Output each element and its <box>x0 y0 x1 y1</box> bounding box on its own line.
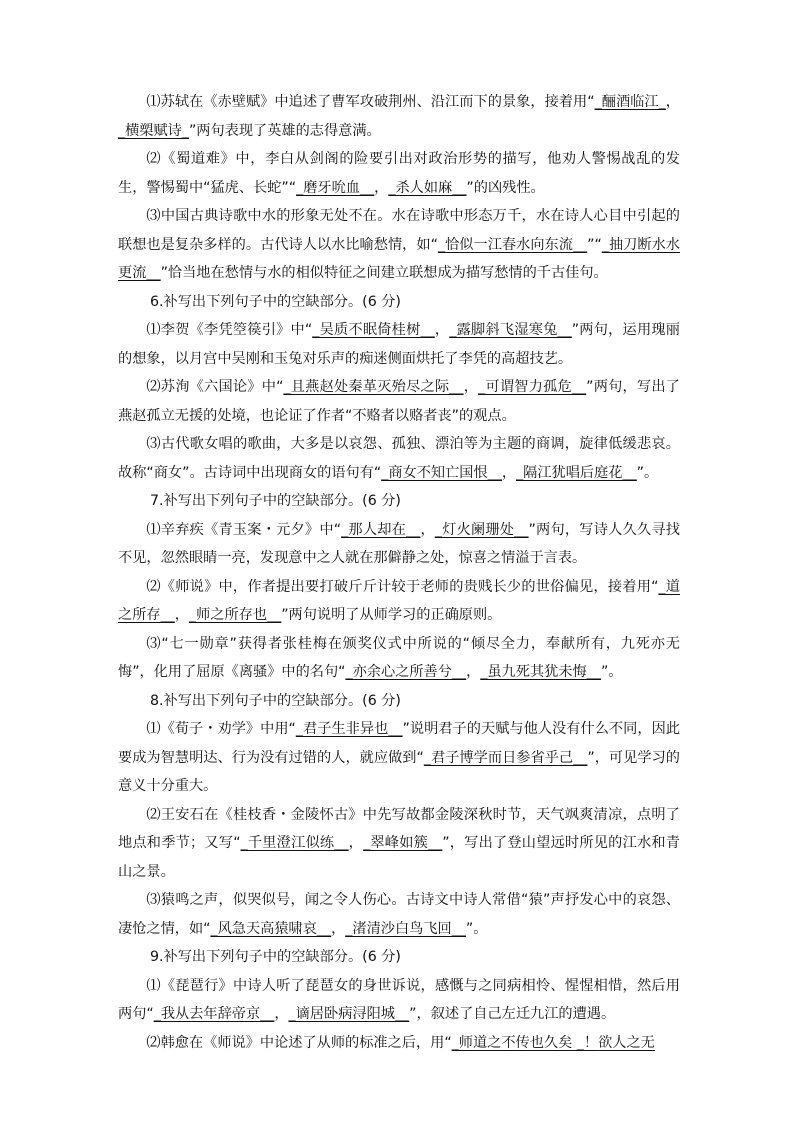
text: ， <box>174 607 189 623</box>
answer-blank: _隔江犹唱后庭花__ <box>516 464 637 481</box>
question-6-3 <box>118 430 680 487</box>
answer-blank: _翠峰如簇__ <box>363 835 443 851</box>
answer-blank: _横槊赋诗_ <box>118 122 189 139</box>
answer-blank: _酾酒临江_ <box>594 94 666 110</box>
text: ， <box>434 322 450 338</box>
answer-blank: _吴质不眠倚桂树__ <box>312 322 435 338</box>
question-8-heading: 8.补写出下列句子中的空缺部分。(6 分) <box>150 692 401 709</box>
question-9-heading: 9.补写出下列句子中的空缺部分。(6 分) <box>150 949 401 965</box>
answer-blank: _灯火阑珊处__ <box>434 521 529 538</box>
text: ， <box>466 664 481 680</box>
question-7-2 <box>118 573 680 630</box>
answer-blank: _虽九死其犹未悔__ <box>480 664 601 680</box>
answer-blank: _亦余心之所善兮__ <box>345 664 467 680</box>
text: ”两句，写出了燕赵孤立无援的处境，也论证了作者“不赂者以赂者丧”的观点。 <box>118 379 680 424</box>
question-8-3 <box>118 886 680 943</box>
text: ”。 <box>600 664 623 680</box>
question-5-3 <box>118 202 680 288</box>
text: ⑵《师说》中，作者提出要打破斤斤计较于老师的贵贱长少的世俗偏见，接着用“ <box>146 578 659 595</box>
question-7-heading: 7.补写出下列句子中的空缺部分。(6 分) <box>150 493 401 509</box>
question-7-3 <box>118 630 680 687</box>
text: ”恰当地在愁情与水的相似特征之间建立联想成为描写愁情的千古佳句。 <box>160 265 608 281</box>
text: ”两句，运用瑰丽的想象，以月宫中吴刚和玉兔对乐声的痴迷侧面烘托了李凭的高超技艺。 <box>118 322 680 367</box>
text: ⑵《蜀道难》中，李白从剑阁的险要引出对政治形势的描写，他劝人警惕战乱的发生，警惕蜀中“猛虎、长蛇”“ <box>118 151 680 196</box>
text: ⑶中国古典诗歌中水的形象无处不在。水在诗歌中形态万千，水在诗人心目中引起的联想也是复杂多样的。古代诗人以水比喻愁情，如“ <box>118 208 680 253</box>
question-5-2 <box>118 145 680 202</box>
answer-blank: _君子生非异也__ <box>295 721 403 737</box>
text: ， <box>420 521 435 538</box>
answer-blank: _商女不知亡国恨__ <box>381 464 502 481</box>
answer-blank: _谪居卧病浔阳城__ <box>288 1006 410 1022</box>
text: ”两句说明了从师学习的正确原则。 <box>281 607 502 623</box>
question-9-1 <box>118 972 680 1029</box>
text: ”。 <box>465 920 488 937</box>
answer-blank: _我从去年辞帝京__ <box>153 1006 275 1022</box>
answer-blank: _千里澄江似练__ <box>240 835 349 851</box>
question-8-2 <box>118 801 680 887</box>
text: ”的凶残性。 <box>466 179 545 196</box>
text: ”“ <box>587 236 602 253</box>
text: ⑶古代歌女唱的歌曲，大多是以哀怨、孤独、漂泊等为主题的商调，旋律低缓悲哀。故称“商女”。古诗词中出现商女的语句有“ <box>118 436 680 481</box>
answer-blank: _师之所存也__ <box>188 607 282 623</box>
text: ， <box>501 464 517 481</box>
text: ⑴《荀子・劝学》中用“ <box>146 721 296 737</box>
question-6-1 <box>118 316 680 373</box>
text: ”，写出了登山望远时所见的江水和青山之景。 <box>118 835 680 880</box>
answer-blank: _且燕赵处秦革灭殆尽之际__ <box>283 379 464 395</box>
answer-blank: _磨牙吮血__ <box>296 179 375 196</box>
document-body <box>118 88 680 1057</box>
question-7-1 <box>118 516 680 573</box>
question-6-2 <box>118 373 680 430</box>
answer-blank: _渚清沙白鸟飞回__ <box>345 920 466 937</box>
text: ⑶“七一勋章”获得者张桂梅在颁奖仪式中所说的“倾尽全力，奉献所有，九死亦无悔”，化用了屈原《离骚》中的名句“ <box>118 635 680 680</box>
text: ， <box>348 835 364 851</box>
text: ⑵韩愈在《师说》中论述了从师的标准之后，用“ <box>146 1034 452 1051</box>
answer-blank: _杀人如麻__ <box>388 179 467 196</box>
text: ”。 <box>636 464 659 481</box>
answer-blank: _露脚斜飞湿寒兔__ <box>449 322 572 338</box>
question-9-2 <box>118 1029 680 1058</box>
text: ， <box>374 179 389 196</box>
text: ⑵王安石在《桂枝香・金陵怀古》中先写故都金陵深秋时节，天气飒爽清凉，点明了地点和季节；又写“ <box>118 806 680 851</box>
text: ⑴苏轼在《赤壁赋》中追述了曹军攻破荆州、沿江而下的景象，接着用“ <box>146 94 595 110</box>
text: ⑶猿鸣之声，似哭似号，闻之令人伤心。古诗文中诗人常借“猿”声抒发心中的哀怨、凄怆之情，如“ <box>118 892 680 937</box>
text: ， <box>665 94 680 110</box>
answer-blank: _可谓智力孤危__ <box>478 379 587 395</box>
answer-blank: _道之所存__ <box>118 578 680 623</box>
text: ⑴李贺《李凭箜篌引》中“ <box>146 322 313 338</box>
text: ， <box>274 1006 289 1022</box>
question-5-1 <box>118 88 680 145</box>
text: ”，可见学习的意义十分重大。 <box>118 749 680 794</box>
text: ”说明君子的天赋与他人没有什么不同，因此要成为智慧明达、行为没有过错的人，就应做到“ <box>118 721 680 766</box>
answer-blank: _风急天高猿啸哀__ <box>210 920 332 937</box>
answer-blank: _抽刀断水水更流__ <box>118 236 680 281</box>
text: ⑴辛弃疾《青玉案・元夕》中“ <box>146 521 342 538</box>
text: ⑴《琵琶行》中诗人听了琵琶女的身世诉说，感慨与之同病相怜、惺惺相惜，然后用两句“ <box>118 977 680 1022</box>
text: ！ <box>583 1034 599 1051</box>
question-6-heading: 6.补写出下列句子中的空缺部分。(6 分) <box>150 293 401 310</box>
answer-blank: _恰似一江春水向东流__ <box>437 236 588 253</box>
text: ”两句表现了英雄的志得意满。 <box>188 122 381 139</box>
answer-blank: _师道之不传也久矣 _ <box>451 1034 584 1051</box>
answer-blank: 欲人之无 <box>598 1034 655 1051</box>
text: ”两句，写诗人久久寻找不见，忽然眼睛一亮，发现意中之人就在那僻静之处，惊喜之情溢于言表。 <box>118 521 680 566</box>
text: ”，叙述了自己左迁九江的遭遇。 <box>409 1006 616 1022</box>
answer-blank: _那人却在__ <box>341 521 421 538</box>
answer-blank: _君子博学而日参省乎己__ <box>423 749 588 766</box>
text: ⑵苏洵《六国论》中“ <box>146 379 284 395</box>
text: ， <box>463 379 479 395</box>
question-8-1 <box>118 715 680 801</box>
text: ， <box>331 920 346 937</box>
